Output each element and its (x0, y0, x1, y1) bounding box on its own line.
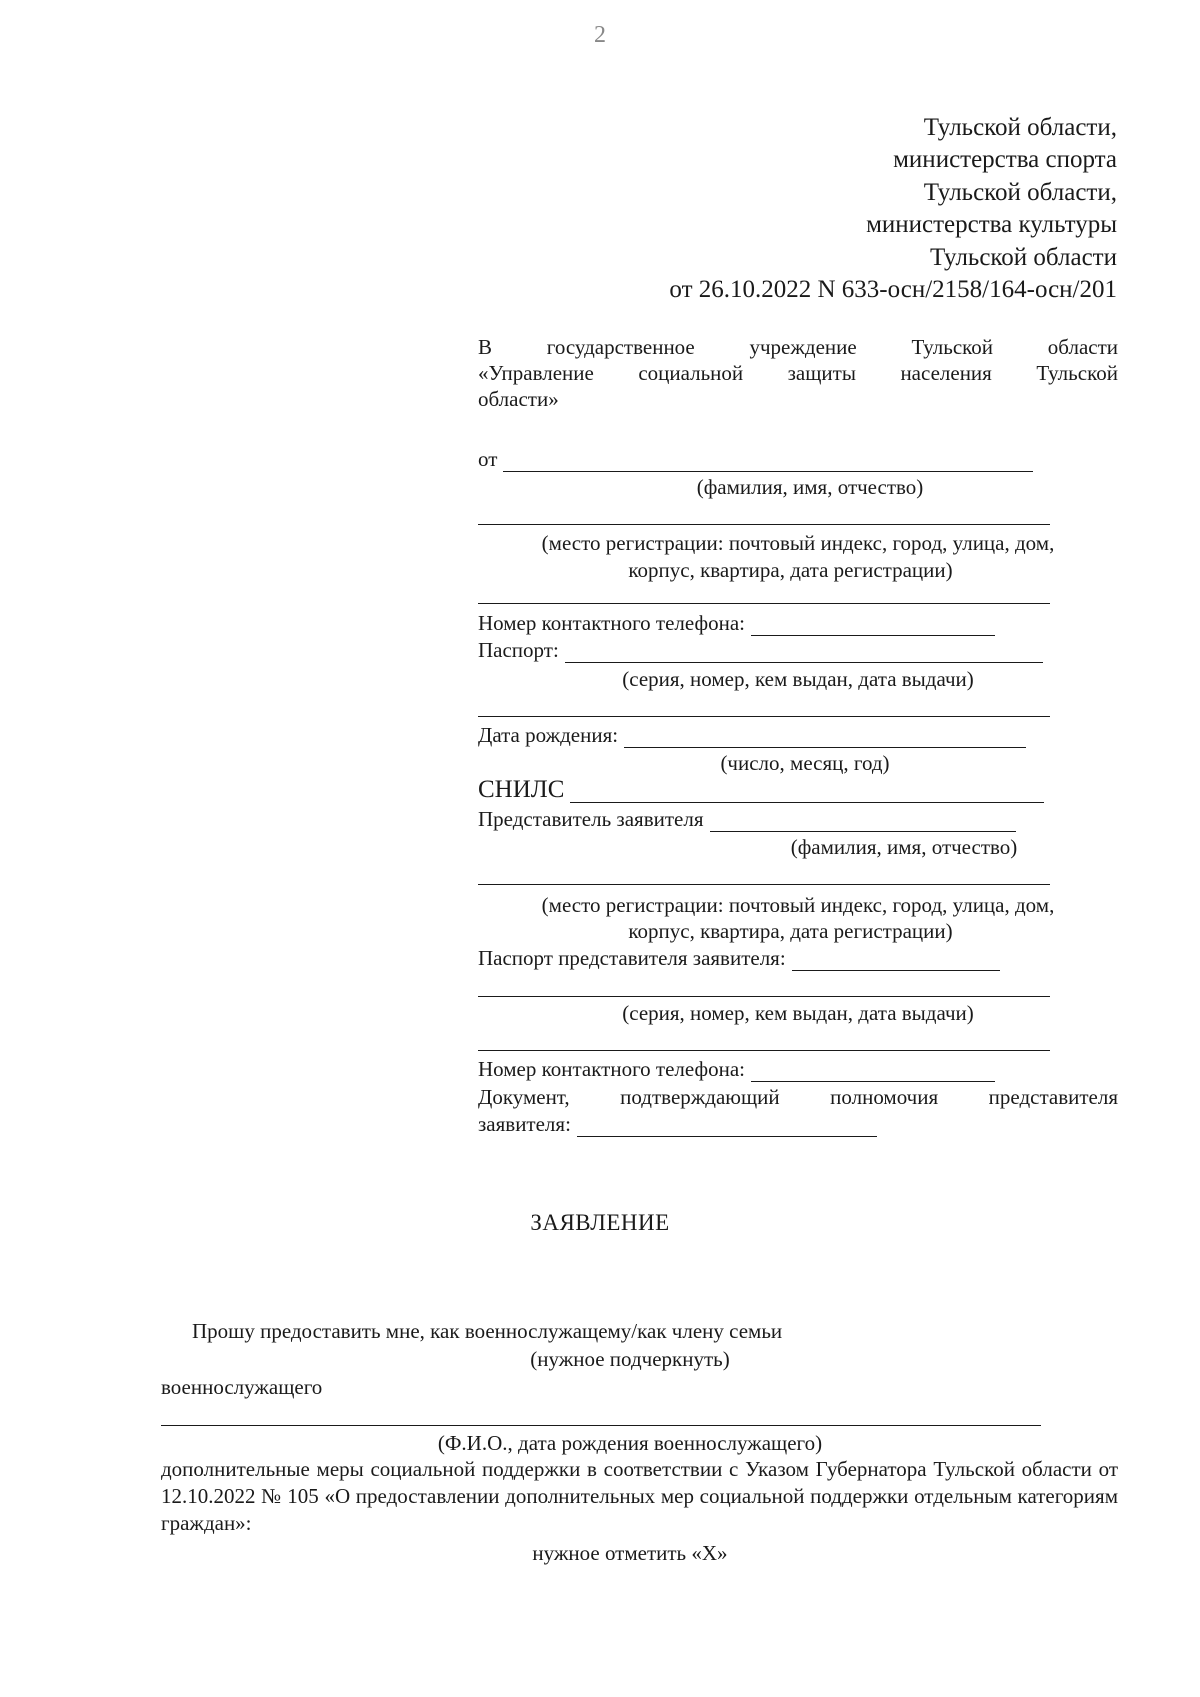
phone-label: Номер контактного телефона: (478, 611, 745, 635)
passport-label: Паспорт: (478, 638, 559, 662)
snils-field[interactable] (570, 782, 1044, 803)
rep-passport-field-3[interactable] (478, 1050, 1050, 1051)
addressee-line-3: области» (478, 387, 559, 411)
registration-hint-1: (место регистрации: почтовый индекс, город, улица, дом, (541, 531, 1055, 555)
rep-fio-field[interactable] (710, 811, 1016, 832)
soldier-field[interactable] (161, 1425, 1041, 1426)
rep-passport-label: Паспорт представителя заявителя: (478, 946, 786, 970)
statement-line-2: военнослужащего (161, 1375, 323, 1399)
fio-hint: (фамилия, имя, отчество) (696, 475, 924, 499)
soldier-hint: (Ф.И.О., дата рождения военнослужащего) (437, 1431, 823, 1455)
header-order-number: от 26.10.2022 N 633-осн/2158/164-осн/201 (669, 276, 1117, 303)
header-line-4: министерства культуры (866, 211, 1117, 238)
from-row (478, 446, 1033, 472)
snils-label: СНИЛС (478, 776, 565, 803)
doc-field[interactable] (577, 1116, 877, 1137)
passport-hint: (серия, номер, кем выдан, дата выдачи) (622, 667, 974, 691)
snils-row (478, 777, 1044, 803)
phone-row (478, 610, 995, 636)
rep-row (478, 806, 1016, 832)
rep-passport-field[interactable] (792, 950, 1000, 971)
addressee-line-1: В государственное учреждение Тульской области (478, 335, 1118, 359)
registration-hint-2: корпус, квартира, дата регистрации) (628, 558, 953, 582)
rep-registration-hint-2: корпус, квартира, дата регистрации) (628, 919, 953, 943)
passport-field-2[interactable] (478, 716, 1050, 717)
rep-registration-field[interactable] (478, 884, 1050, 885)
passport-row (478, 637, 1043, 663)
header-line-2: министерства спорта (893, 146, 1117, 173)
statement-title: ЗАЯВЛЕНИЕ (530, 1210, 670, 1235)
addressee-line-2: «Управление социальной защиты населения Тульской (478, 361, 1118, 385)
statement-paragraph: дополнительные меры социальной поддержки в соответствии с Указом Губернатора Тульской области от 12.10.2022 № 105 «О предоставлении дополнительных мер социальной поддержки отдельным категориям граждан»: (161, 1457, 1118, 1535)
page-number: 2 (594, 22, 606, 48)
registration-field-2[interactable] (478, 603, 1050, 604)
doc-label: заявителя: (478, 1112, 571, 1136)
from-label: от (478, 447, 498, 471)
rep-phone-field[interactable] (751, 1061, 995, 1082)
rep-phone-row (478, 1056, 995, 1082)
header-line-5: Тульской области (930, 244, 1117, 271)
mark-hint: нужное отметить «Х» (532, 1541, 728, 1565)
birth-field[interactable] (624, 727, 1026, 748)
birth-label: Дата рождения: (478, 723, 619, 747)
rep-fio-hint: (фамилия, имя, отчество) (790, 835, 1018, 859)
rep-passport-row (478, 945, 1000, 971)
rep-registration-hint-1: (место регистрации: почтовый индекс, город, улица, дом, (541, 893, 1055, 917)
statement-line-1: Прошу предоставить мне, как военнослужащему/как члену семьи (192, 1319, 783, 1343)
birth-hint: (число, месяц, год) (720, 751, 890, 775)
fio-field[interactable] (503, 451, 1033, 472)
header-line-3: Тульской области, (923, 179, 1117, 206)
rep-phone-label: Номер контактного телефона: (478, 1057, 745, 1081)
doc-label-line-1: Документ, подтверждающий полномочия представителя (478, 1085, 1118, 1109)
registration-field[interactable] (478, 524, 1050, 525)
phone-field[interactable] (751, 615, 995, 636)
underline-hint: (нужное подчеркнуть) (530, 1347, 730, 1371)
birth-row (478, 722, 1026, 748)
passport-field[interactable] (565, 642, 1043, 663)
header-line-1: Тульской области, (923, 114, 1117, 141)
rep-label: Представитель заявителя (478, 807, 704, 831)
rep-passport-hint: (серия, номер, кем выдан, дата выдачи) (622, 1001, 974, 1025)
doc-row (478, 1111, 877, 1137)
rep-passport-field-2[interactable] (478, 996, 1050, 997)
